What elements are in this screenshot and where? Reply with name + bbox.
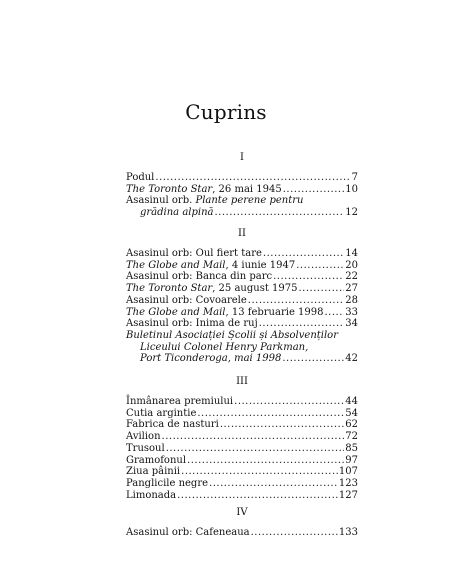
entry-text-part: , 25 august 1975 (212, 283, 298, 295)
entry-text-part: Asasinul orb: Covoarele (126, 294, 247, 306)
entry-page-number: 28 (345, 294, 358, 306)
toc-section-3 (126, 376, 358, 501)
entry-title (140, 207, 214, 219)
entry-text-part: , 13 februarie 1998 (225, 306, 324, 318)
entry-title (126, 419, 219, 431)
toc-entry (126, 396, 358, 408)
entry-page-number: 133 (338, 527, 358, 538)
section-numeral: I (240, 152, 244, 163)
entry-text-part: Plante perene pentru (195, 195, 304, 207)
toc-section-4 (126, 507, 358, 539)
entry-page-number: 22 (345, 271, 358, 283)
dot-leader (162, 431, 345, 443)
entry-title (126, 396, 233, 408)
dot-leader (197, 408, 344, 420)
toc-entry (126, 307, 358, 319)
toc-entry (126, 271, 358, 283)
entry-text-part: Panglicile negre (126, 477, 209, 489)
dot-leader (248, 295, 344, 307)
entry-page-number: 12 (345, 207, 358, 219)
entry-text-part: Cutia argintie (126, 407, 197, 419)
dot-leader (181, 466, 338, 478)
dot-leader (166, 443, 345, 455)
toc-entry (126, 419, 358, 431)
entry-page-number: 44 (345, 396, 358, 407)
entry-page-number: 20 (345, 259, 358, 271)
entry-page-number: 14 (345, 248, 358, 259)
entry-text-part: Asasinul orb: Banca din parc (126, 271, 273, 283)
dot-leader (215, 207, 345, 219)
entry-title (140, 353, 281, 365)
entry-text-part: Asasinul orb: Inima de ruj (126, 318, 258, 330)
entry-title (126, 527, 250, 539)
entry-text-part: Podul (126, 172, 155, 183)
entry-text-part: Avilion (126, 431, 161, 443)
entry-page-number: 54 (345, 407, 358, 419)
entry-text-part: Trusoul (126, 442, 165, 454)
entry-text-part: Asasinul orb. (126, 195, 196, 207)
entry-text-part: , 4 iunie 1947 (225, 259, 296, 271)
toc-entry (126, 455, 358, 467)
entry-page-number: 72 (345, 431, 358, 443)
toc-entry (126, 466, 358, 478)
entry-page-number: 10 (345, 183, 358, 195)
toc-entry (126, 330, 358, 342)
entry-text-part: Asasinul orb: Cafeneaua (126, 527, 250, 538)
entry-text-part: Asasinul orb: Oul fiert tare (126, 248, 262, 259)
entry-title (126, 307, 324, 319)
entry-title (126, 408, 196, 420)
toc-entry (126, 490, 358, 502)
entry-text-part: Gramofonul (126, 454, 187, 466)
entry-text-part: The Toronto Star (126, 283, 213, 295)
page-title: Cuprins (185, 100, 267, 124)
dot-leader (296, 260, 344, 272)
entry-title (126, 455, 186, 467)
entry-continuation (126, 353, 358, 365)
entry-text-part: Limonada (126, 489, 177, 501)
entry-title (126, 295, 247, 307)
dot-leader (220, 419, 344, 431)
entry-title (126, 431, 161, 443)
dot-leader (209, 478, 338, 490)
entry-page-number: 27 (345, 283, 358, 295)
toc-entry (126, 295, 358, 307)
entry-page-number: 33 (345, 306, 358, 318)
entry-text-part: Ziua pâinii (126, 466, 181, 478)
section-numeral: II (238, 228, 246, 239)
dot-leader (299, 283, 345, 295)
entry-title (126, 172, 154, 184)
entry-page-number: 7 (351, 172, 358, 183)
entry-title (126, 466, 180, 478)
entry-page-number: 127 (338, 489, 358, 501)
entry-text-part: , 26 mai 1945 (212, 183, 282, 195)
entry-continuation (126, 207, 358, 219)
entry-text-part: Liceului Colonel Henry Parkman, (140, 341, 309, 353)
toc-entry (126, 283, 358, 295)
dot-leader (187, 455, 344, 467)
toc-entry (126, 172, 358, 184)
dot-leader (273, 271, 344, 283)
entry-text-part: Înmânarea premiului (126, 396, 234, 407)
entry-page-number: 85 (345, 442, 358, 454)
toc-entry (126, 408, 358, 420)
toc-entry (126, 478, 358, 490)
toc-entry (126, 318, 358, 330)
toc-entry (126, 248, 358, 260)
entry-title (126, 443, 165, 455)
entry-page-number: 107 (338, 466, 358, 478)
toc-entry (126, 195, 358, 207)
entry-title (126, 260, 295, 272)
entry-page-number: 123 (338, 477, 358, 489)
entry-title (126, 283, 298, 295)
toc-section-2 (126, 228, 358, 365)
entry-text-part: Fabrica de nasturi (126, 419, 219, 431)
dot-leader (234, 396, 344, 408)
entry-page-number: 42 (345, 353, 358, 365)
dot-leader (251, 527, 338, 539)
dot-leader (263, 248, 344, 260)
dot-leader (155, 172, 350, 184)
entry-title (126, 271, 272, 283)
dot-leader (259, 318, 345, 330)
entry-title (126, 184, 282, 196)
dot-leader (282, 353, 344, 365)
entry-page-number: 62 (345, 419, 358, 431)
section-numeral: IV (236, 507, 248, 518)
entry-text-part: grădina alpină (140, 207, 214, 219)
dot-leader (283, 184, 345, 196)
toc-entry (126, 260, 358, 272)
entry-page-number: 34 (345, 318, 358, 330)
entry-title (126, 248, 262, 260)
entry-title (126, 478, 208, 490)
dot-leader (177, 490, 338, 502)
entry-text-part: The Globe and Mail (126, 306, 226, 318)
dot-leader (325, 307, 345, 319)
section-numeral: III (236, 376, 248, 387)
entry-text-part: Port Ticonderoga, mai 1998 (140, 353, 282, 365)
toc-entry (126, 443, 358, 455)
toc-entry (126, 184, 358, 196)
entry-page-number: 97 (345, 454, 358, 466)
entry-title (126, 490, 176, 502)
entry-text-part: The Globe and Mail (126, 259, 226, 271)
entry-title (126, 318, 258, 330)
toc-entry (126, 431, 358, 443)
toc-section-1 (126, 152, 358, 219)
toc-entry (126, 527, 358, 539)
entry-text-part: The Toronto Star (126, 183, 213, 195)
entry-continuation (126, 342, 358, 354)
entry-text-part: Buletinul Asociației Școlii și Absolvenților (126, 329, 338, 341)
